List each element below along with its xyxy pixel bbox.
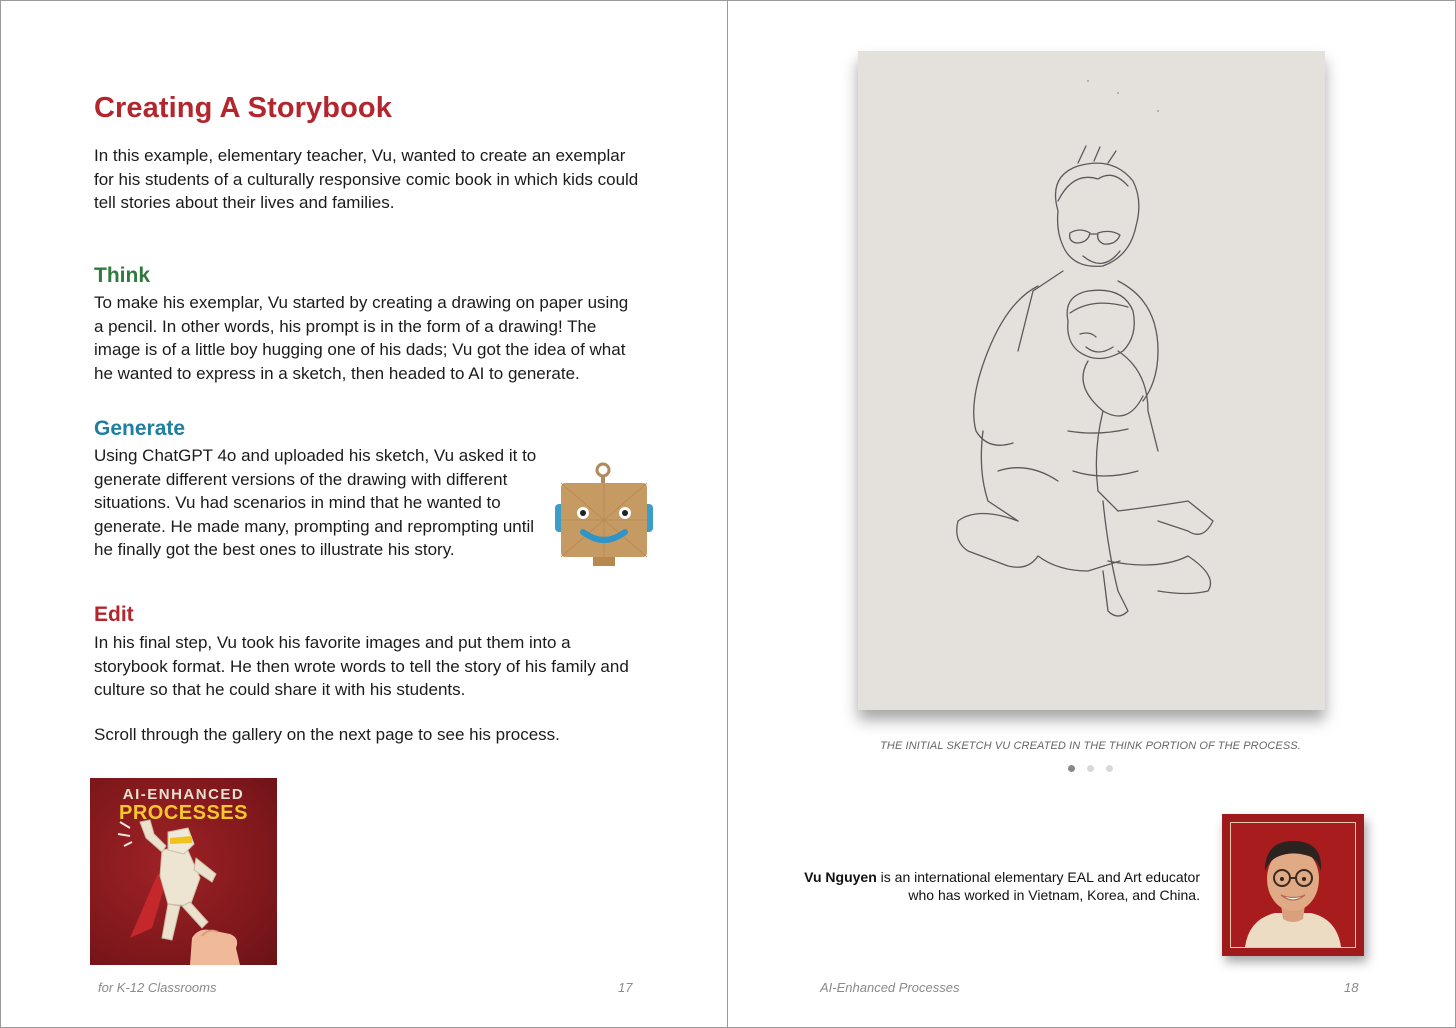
page-number: 17 [618,980,633,995]
section-text-edit: In his final step, Vu took his favorite images and put them into a storybook format. He then wrote words to tell the story of his family and culture so that he could share it with his students. [94,633,629,700]
author-portrait [1222,814,1364,956]
intro-paragraph: In this example, elementary teacher, Vu, wanted to create an exemplar for his students of a culturally responsive comic book in which kids could tell stories about their lives and families. [94,146,639,213]
section-heading-think: Think [94,264,150,287]
gallery-dot-2[interactable] [1087,765,1094,772]
footer-book-title: AI-Enhanced Processes [820,980,960,995]
scroll-note: Scroll through the gallery on the next page to see his process. [94,725,560,744]
pencil-sketch-illustration [858,51,1325,710]
robot-icon [553,458,665,570]
right-page [728,0,1456,1028]
gallery-sketch-image[interactable] [858,51,1325,710]
image-caption: THE INITIAL SKETCH VU CREATED IN THE THINK PORTION OF THE PROCESS. [880,740,1301,752]
page-title: Creating A Storybook [94,92,392,124]
author-bio [788,869,1200,904]
page-number: 18 [1344,980,1359,995]
cover-title-line2: PROCESSES [119,802,248,824]
left-page [0,0,727,1028]
section-heading-generate: Generate [94,417,186,440]
footer-book-title: for K-12 Classrooms [98,980,217,995]
section-text-think: To make his exemplar, Vu started by creating a drawing on paper using a pencil. In other words, his prompt is in the form of a drawing! The image is of a little boy hugging one of his dads; Vu got the idea of what he wanted to express in a sketch, then headed to AI to generate. [94,293,629,383]
book-cover-image [90,778,277,965]
avatar [1231,823,1355,947]
cover-title-line1: AI-ENHANCED [122,786,245,803]
author-bio-text: is an international elementary EAL and Art educator who has worked in Vietnam, Korea, and China. [876,869,1200,903]
section-text-generate: Using ChatGPT 4o and uploaded his sketch, Vu asked it to generate different versions of the drawing with different situations. Vu had scenarios in mind that he wanted to generate. He made many, prompting and reprompting until he finally got the best ones to illustrate his story. [94,446,537,560]
gallery-pagination [1068,765,1113,775]
gallery-dot-1[interactable] [1068,765,1075,772]
author-name: Vu Nguyen [804,869,877,885]
gallery-dot-3[interactable] [1106,765,1113,772]
section-heading-edit: Edit [94,603,134,626]
